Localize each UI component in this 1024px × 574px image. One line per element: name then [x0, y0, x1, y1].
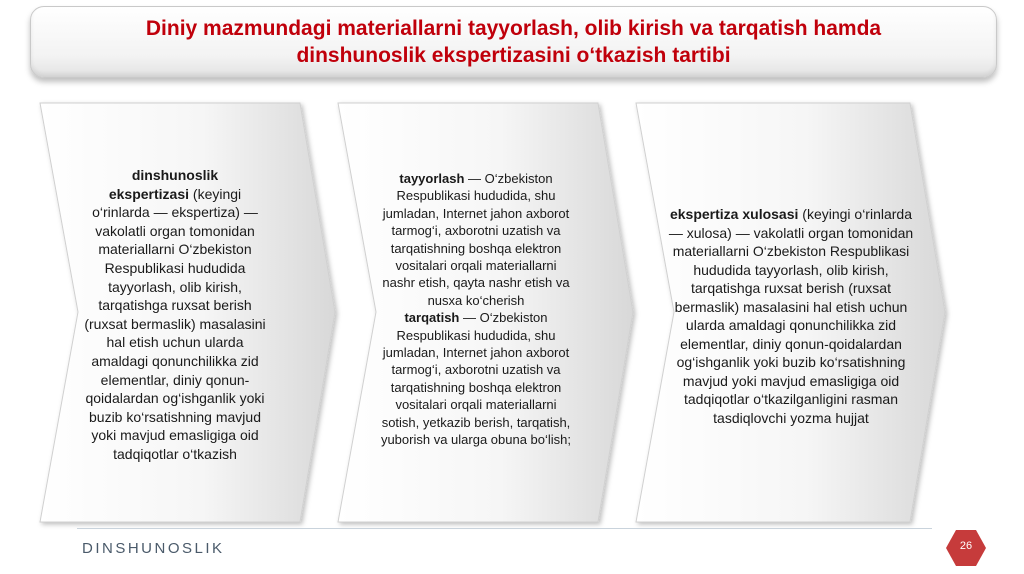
definition-text: materiallarni O‘zbekiston Respublikasi: [672, 243, 910, 259]
definition-text: tarmog‘i, axborotni uzatish va: [391, 223, 561, 239]
panel-line: [55, 222, 295, 241]
definition-text: (keyingi o‘rinlarda: [798, 206, 912, 222]
panel-line: [648, 242, 934, 261]
definition-text: — O‘zbekiston: [464, 171, 553, 186]
definition-text: — xulosa) — vakolatli organ tomonidan: [668, 224, 914, 241]
definition-text: jumladan, Internet jahon axborot: [382, 345, 570, 361]
panel-line: [55, 296, 295, 315]
panel-line: [55, 389, 295, 408]
footer-divider: [77, 528, 932, 529]
definition-text: tarqatishga ruxsat berish (ruxsat: [691, 280, 891, 296]
definition-text: tadqiqotlar o‘tkazilganligini rasman: [683, 391, 898, 407]
definition-text: vositalari orqali materiallarni: [395, 258, 557, 274]
definition-text: jumladan, Internet jahon axborot: [382, 205, 570, 221]
definition-text: buzib ko‘rsatishning mavjud: [89, 408, 261, 425]
definition-text: sotish, yetkazib berish, tarqatish,: [381, 414, 571, 430]
definition-text: ularda amaldagi qonunchilikka zid: [685, 317, 897, 333]
panel-line: [340, 274, 612, 291]
panel-line: [340, 187, 612, 204]
definition-text: vakolatli organ tomonidan: [95, 222, 255, 239]
definition-text: tarqatishning boshqa elektron: [390, 379, 562, 395]
definition-text: bermaslik) masalasini hal etish uchun: [674, 298, 908, 315]
panel-line: [648, 261, 934, 280]
term-bold: tarqatish: [404, 310, 460, 326]
definition-text: hal etish uchun ularda: [106, 334, 244, 351]
panel-line: [340, 431, 612, 448]
panel-line: [340, 170, 612, 187]
definition-text: yuborish va ularga obuna bo‘lish;: [380, 432, 572, 448]
panel-line: [55, 426, 295, 445]
panel-line: [340, 240, 612, 257]
panel-line: [340, 379, 612, 396]
panel-line: [55, 408, 295, 427]
definition-text: tarmog‘i, axborotni uzatish va: [391, 362, 561, 378]
definition-text: amaldagi qonunchilikka zid: [91, 352, 259, 369]
panel-line: [340, 222, 612, 239]
panel-line: [55, 352, 295, 371]
panel-line: [340, 257, 612, 274]
footer-label: DINSHUNOSLIK: [82, 540, 225, 557]
panel-line: [648, 372, 934, 391]
definition-text: Respublikasi hududida: [104, 259, 246, 276]
panel-line: [340, 396, 612, 413]
panel-definition-ekspertiza: [55, 166, 295, 464]
panel-line: [55, 333, 295, 352]
panel-line: [340, 344, 612, 361]
definition-text: nusxa ko‘cherish: [427, 292, 525, 308]
definition-text: qoidalardan og‘ishganlik yoki: [85, 390, 265, 407]
title-line-1: Diniy mazmundagi materiallarni tayyorlash, olib kirish va tarqatish hamda: [145, 17, 882, 40]
definition-text: vositalari orqali materiallarni: [395, 397, 557, 413]
term-bold: ekspertiza xulosasi: [669, 206, 799, 222]
panel-line: [55, 445, 295, 464]
panel-line: [648, 390, 934, 409]
panel-line: [648, 335, 934, 354]
panel-line: [648, 409, 934, 428]
panel-definition-ekspertiza-xulosasi: [648, 205, 934, 427]
definition-text: mavjud yoki mavjud emasligiga oid: [682, 372, 900, 389]
panel-line: [340, 205, 612, 222]
panel-line: [55, 259, 295, 278]
definition-text: materiallarni O‘zbekiston: [98, 241, 252, 258]
definition-text: tarqatishga ruxsat berish: [98, 297, 252, 314]
panel-line: [648, 298, 934, 317]
panel-line: [648, 205, 934, 224]
panel-line: [340, 309, 612, 326]
panel-line: [55, 278, 295, 297]
definition-text: og‘ishganlik yoki buzib ko‘rsatishning: [676, 354, 906, 370]
panel-line: [648, 224, 934, 243]
definition-text: elementlar, diniy qonun-qoidalardan: [680, 335, 902, 352]
title-line-2: dinshunoslik ekspertizasini o‘tkazish tartibi: [296, 44, 731, 67]
panel-line: [340, 414, 612, 431]
definition-text: tadqiqotlar o‘tkazish: [113, 445, 237, 462]
definition-text: yoki mavjud emasligiga oid: [91, 427, 259, 444]
panel-line: [55, 240, 295, 259]
definition-text: elementlar, diniy qonun-: [100, 371, 250, 388]
panel-line: [648, 316, 934, 335]
panel-line: [55, 166, 295, 185]
definition-text: Respublikasi hududida, shu: [396, 188, 556, 204]
panel-line: [55, 315, 295, 334]
definition-text: tayyorlash, olib kirish,: [108, 278, 242, 295]
panel-definition-tayyorlash-tarqatish: [340, 170, 612, 449]
panel-line: [55, 203, 295, 222]
panel-line: [648, 353, 934, 372]
term-bold: dinshunoslik: [131, 167, 219, 183]
definition-text: tasdiqlovchi yozma hujjat: [713, 409, 869, 426]
definition-text: nashr etish, qayta nashr etish va: [382, 275, 570, 291]
panel-line: [55, 185, 295, 204]
page-number: 26: [959, 540, 973, 552]
definition-text: hududida tayyorlash, olib kirish,: [693, 261, 889, 278]
definition-text: (keyingi: [189, 185, 242, 202]
definition-text: (ruxsat bermaslik) masalasini: [84, 315, 266, 332]
panel-line: [55, 371, 295, 390]
definition-text: o‘rinlarda — ekspertiza) —: [92, 204, 258, 221]
definition-text: tarqatishning boshqa elektron: [390, 240, 562, 256]
panel-line: [648, 279, 934, 298]
term-bold: ekspertizasi: [108, 185, 190, 202]
definition-text: — O‘zbekiston: [459, 310, 548, 326]
definition-text: Respublikasi hududida, shu: [396, 327, 556, 343]
panel-line: [340, 327, 612, 344]
panel-line: [340, 292, 612, 309]
term-bold: tayyorlash: [399, 171, 465, 186]
panel-line: [340, 361, 612, 378]
